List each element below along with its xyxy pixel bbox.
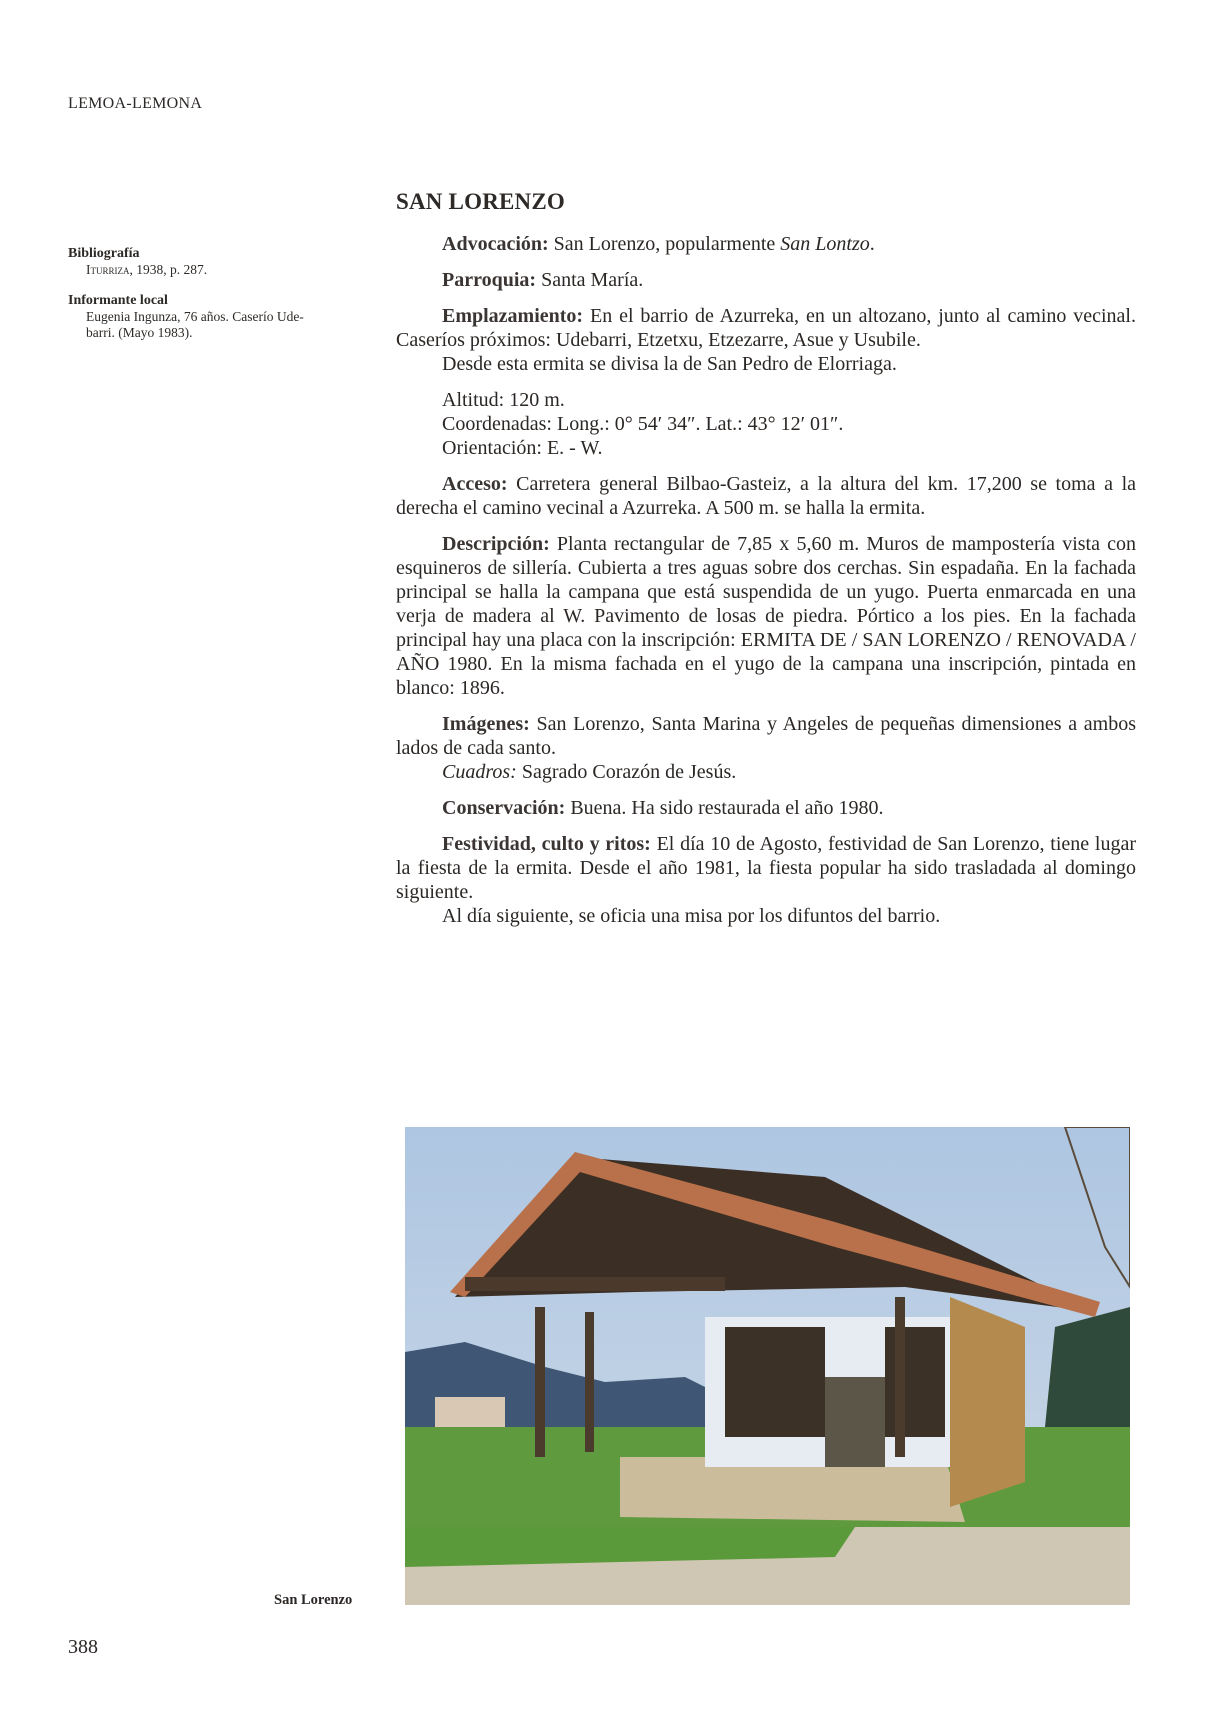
descripcion-text: Planta rectangular de 7,85 x 5,60 m. Muros de mampostería vista con esquineros de sillería. Cubierta a tres aguas sobre dos cerchas. Sin espadaña. En la fachada principal se halla la campana que está suspendida de un yugo. Puerta enmarcada en una verja de madera al W. Pavimento de losas de piedra. Pórtico a los pies. En la fachada principal hay una placa con la inscripción: ERMITA DE / SAN LORENZO / RENOVADA / AÑO 1980. En la misma fachada en el yugo de la campana una inscripción, pintada en blanco: 1896. <box>396 533 1136 699</box>
emplazamiento-text: En el barrio de Azurreka, en un altozano, junto al camino vecinal. Caseríos próximos: Udebarri, Etzetxu, Etzezarre, Asue y Usubile. <box>396 305 1136 351</box>
advocacion-key: Advocación: <box>442 233 549 255</box>
bibliography-ref: , 1938, p. 287. <box>129 262 208 277</box>
acceso-key: Acceso: <box>442 473 508 495</box>
coordenadas-line: Coordenadas: Long.: 0° 54′ 34″. Lat.: 43° 12′ 01″. <box>442 413 844 435</box>
descripcion-key: Descripción: <box>442 533 550 555</box>
conservacion-paragraph <box>396 796 1136 820</box>
imagenes-text: San Lorenzo, Santa Marina y Angeles de pequeñas dimensiones a ambos lados de cada santo. <box>396 713 1136 759</box>
tie-beam <box>465 1277 725 1291</box>
orientacion-line: Orientación: E. - W. <box>442 437 603 459</box>
informant-line-2: barri. (Mayo 1983). <box>86 325 193 340</box>
descripcion-paragraph <box>396 532 1136 700</box>
imagenes-key: Imágenes: <box>442 713 530 735</box>
imagenes-paragraph <box>396 712 1136 760</box>
wooden-grille-right <box>885 1327 945 1437</box>
sidebar-notes <box>68 246 368 356</box>
cuadros-text: Sagrado Corazón de Jesús. <box>516 761 737 783</box>
emplazamiento-paragraph <box>396 304 1136 352</box>
photo-caption: San Lorenzo <box>274 1592 353 1608</box>
bibliography-entry <box>68 262 368 278</box>
informant-line-1: Eugenia Ingunza, 76 años. Caserío Ude- <box>86 309 304 324</box>
cuadros-line <box>396 760 1136 784</box>
altitud-line: Altitud: 120 m. <box>442 389 565 411</box>
festividad-text: El día 10 de Agosto, festividad de San Lorenzo, tiene lugar la fiesta de la ermita. Desde el año 1981, la fiesta popular ha sido trasladada al domingo siguiente. <box>396 833 1136 903</box>
door <box>825 1377 885 1467</box>
conservacion-text: Buena. Ha sido restaurada el año 1980. <box>565 797 884 819</box>
running-head: LEMOA-LEMONA <box>68 95 203 112</box>
cuadros-label: Cuadros: <box>442 761 517 783</box>
informant-block <box>68 293 368 341</box>
parroquia-paragraph <box>396 268 1136 292</box>
emplazamiento-key: Emplazamiento: <box>442 305 584 327</box>
acceso-paragraph <box>396 472 1136 520</box>
parroquia-text: Santa María. <box>536 269 644 291</box>
article-title: SAN LORENZO <box>396 189 565 214</box>
hermitage-photo <box>405 1127 1130 1605</box>
porch-post-2 <box>585 1312 594 1452</box>
festividad-extra: Al día siguiente, se oficia una misa por los difuntos del barrio. <box>442 905 941 927</box>
wooden-grille-left <box>725 1327 825 1437</box>
emplazamiento-extra: Desde esta ermita se divisa la de San Pedro de Elorriaga. <box>442 353 897 375</box>
acceso-text: Carretera general Bilbao-Gasteiz, a la altura del km. 17,200 se toma a la derecha el camino vecinal a Azurreka. A 500 m. se halla la ermita. <box>396 473 1136 519</box>
bibliography-author: Iturriza <box>86 262 130 277</box>
bibliography-block <box>68 246 368 278</box>
article <box>396 190 1136 940</box>
advocacion-popular-name: San Lontzo <box>780 233 870 255</box>
festividad-key: Festividad, culto y ritos: <box>442 833 651 855</box>
advocacion-end: . <box>869 233 875 255</box>
informant-label: Informante local <box>68 293 168 308</box>
page-number: 388 <box>68 1636 98 1658</box>
bibliography-label: Bibliografía <box>68 246 140 261</box>
advocacion-paragraph <box>396 232 1136 256</box>
side-wall <box>950 1297 1025 1507</box>
porch-post-1 <box>535 1307 545 1457</box>
festividad-paragraph <box>396 832 1136 904</box>
porch-post-3 <box>895 1297 905 1457</box>
hermitage-illustration <box>405 1127 1130 1605</box>
conservacion-key: Conservación: <box>442 797 566 819</box>
parroquia-key: Parroquia: <box>442 269 537 291</box>
advocacion-text: San Lorenzo, popularmente <box>548 233 781 255</box>
